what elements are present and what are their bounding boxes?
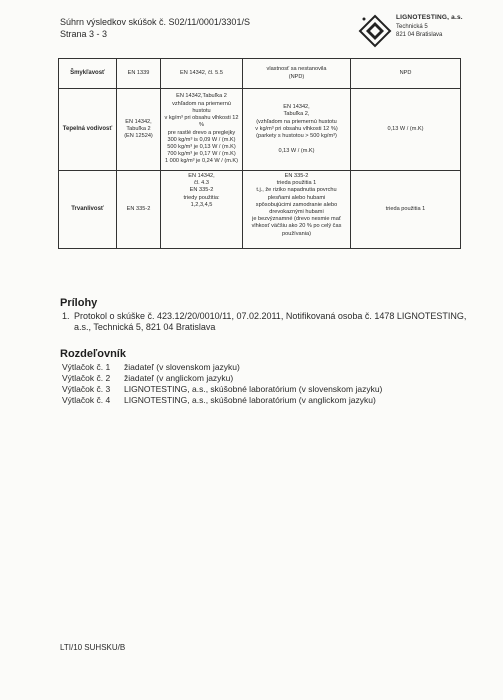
page-number: Strana 3 - 3: [60, 29, 108, 39]
attachment-number: 1.: [62, 311, 70, 321]
test-method: EN 14342,Tabuľka 2 vzhľadom na priemernú hustotu v kg/m³ pri obsahu vlhkosti 12 % pre rastlé drevo a preglejky 300 kg/m³ is 0,09 W / (m.K) 500 kg/m³ je 0,13 W / (m.K) 700 kg/m³ je 0,17 W / (m.K) 1 000 kg/m³ je 0,24 W / (m.K): [161, 89, 243, 171]
document-header: [60, 16, 250, 40]
copy-number: Výtlačok č. 4: [62, 395, 111, 405]
distribution-list: [62, 362, 482, 406]
lignotesting-logo-icon: [358, 14, 392, 48]
attachments-title: Prílohy: [60, 297, 98, 309]
document-title: Súhrn výsledkov skúšok č. S02/11/0001/3301/S: [60, 17, 250, 27]
table-row: [59, 171, 461, 249]
footer-code: LTI/10 SUHSKU/B: [60, 643, 126, 652]
copy-recipient: LIGNOTESTING, a.s., skúšobné laboratórium (v slovenskom jazyku): [124, 384, 383, 394]
result: NPD: [351, 59, 461, 89]
copy-recipient: LIGNOTESTING, a.s., skúšobné laboratórium (v anglickom jazyku): [124, 395, 376, 405]
copy-recipient: žiadateľ (v slovenskom jazyku): [124, 362, 240, 372]
logo-company-name: LIGNOTESTING, a.s.: [396, 14, 463, 21]
result: trieda použitia 1: [351, 171, 461, 249]
result: 0,13 W / (m.K): [351, 89, 461, 171]
property-name: Trvanlivosť: [59, 171, 117, 249]
distribution-title: Rozdeľovník: [60, 348, 126, 360]
copy-number: Výtlačok č. 1: [62, 362, 111, 372]
logo-address-city: 821 04 Bratislava: [396, 32, 443, 38]
list-item: [62, 362, 482, 373]
requirement: EN 14342, Tabuľka 2, (vzhľadom na priemernú hustotu v kg/m³ pri obsahu vlhkosti 12 %) (parkety s hustotou > 500 kg/m³) 0,13 W / (m.K): [243, 89, 351, 171]
copy-number: Výtlačok č. 2: [62, 373, 111, 383]
company-logo: [358, 14, 478, 48]
test-method: EN 14342, čl. 4.3 EN 335-2 triedy použitia: 1,2,3,4,5: [161, 171, 243, 249]
copy-recipient: žiadateľ (v anglickom jazyku): [124, 373, 234, 383]
logo-address-street: Technická 5: [396, 24, 428, 30]
list-item: [62, 384, 482, 395]
list-item: [62, 395, 482, 406]
requirement: vlastnosť sa nestanovila (NPD): [243, 59, 351, 89]
requirement: EN 335-2 trieda použitia 1 t.j., že riziko napadnutia povrchu plesňami alebo hubami spôsobujúcimi zamodranie alebo drevokaznými hubami je bezvýznamné (drevo nesmie mať vlhkosť väčšiu ako 20 % po celý čas používania): [243, 171, 351, 249]
property-name: Šmykľavosť: [59, 59, 117, 89]
copy-number: Výtlačok č. 3: [62, 384, 111, 394]
table-row: [59, 89, 461, 171]
distribution-section: [60, 348, 383, 405]
attachments-section: [60, 297, 467, 332]
test-method: EN 14342, čl. 5.5: [161, 59, 243, 89]
test-norm: EN 335-2: [117, 171, 161, 249]
attachment-text: Protokol o skúške č. 423.12/20/0010/11, 07.02.2011, Notifikovaná osoba č. 1478 LIGNOTESTING, a.s., Technická 5, 821 04 Bratislava: [74, 311, 467, 332]
list-item: [62, 373, 482, 384]
property-name: Tepelná vodivosť: [59, 89, 117, 171]
test-norm: EN 1339: [117, 59, 161, 89]
test-norm: EN 14342, Tabuľka 2 (EN 12524): [117, 89, 161, 171]
results-table: [58, 58, 461, 249]
logo-address: [396, 23, 442, 39]
table-row: [59, 59, 461, 89]
